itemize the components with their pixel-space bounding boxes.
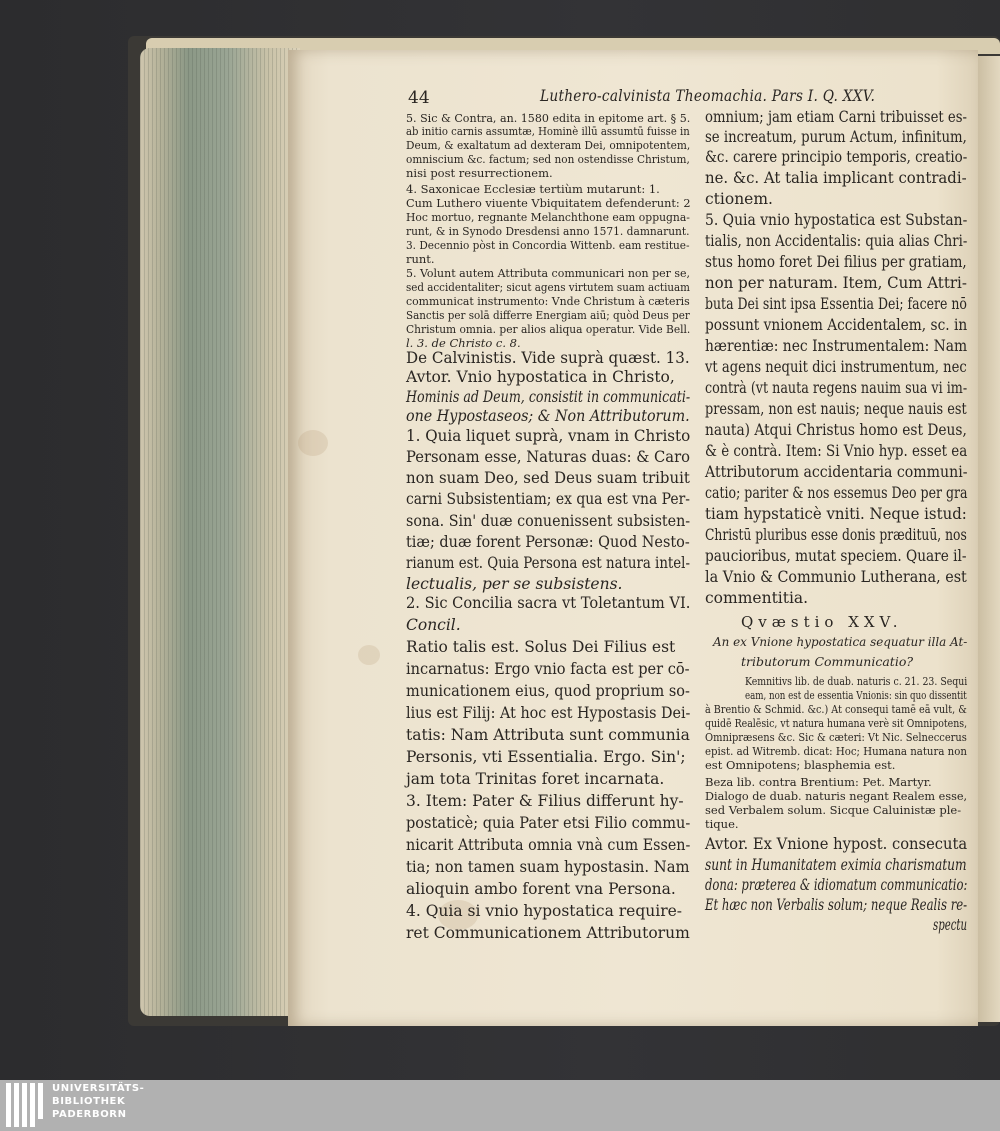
left-column-line: jam tota Trinitas foret incarnata.	[406, 770, 665, 788]
left-column-line: lectualis, per se subsistens.	[406, 575, 623, 593]
right-column-line: dona: præterea & idiomatum communicatio:	[705, 876, 968, 894]
left-column-line: 1. Quia liquet suprà, vnam in Christo	[406, 427, 691, 445]
left-column-line: municationem eius, quod proprium so-	[406, 682, 690, 700]
left-column-line: Concil.	[406, 616, 461, 634]
right-column-line: &c. carere principio temporis, creatio-	[705, 148, 968, 166]
left-column-line: Hominis ad Deum, consistit in communicati-	[406, 388, 691, 406]
right-column-line: commentitia.	[705, 589, 809, 607]
left-column-line: ret Communicationem Attributorum	[406, 924, 690, 942]
right-column-line: ctionem.	[705, 190, 773, 208]
library-footer	[0, 1080, 1000, 1131]
facing-page-edge	[976, 56, 1000, 1022]
running-head: Luthero-calvinista Theomachia. Pars I. Q. XXV.	[540, 86, 876, 105]
library-name-line2: BIBLIOTHEK	[52, 1096, 126, 1107]
right-column-line: à Brentio & Schmid. &c.) At consequi tamē eā vult, &	[705, 702, 967, 716]
paper-stain	[358, 645, 380, 665]
right-column-line: sed Verbalem solum. Sicque Caluinistæ ple-	[705, 803, 962, 817]
left-column-line: nicarit Attributa omnia vnà cum Essen-	[406, 836, 691, 854]
left-column-line: incarnatus: Ergo vnio facta est per cō-	[406, 660, 690, 678]
left-column-line: Ratio talis est. Solus Dei Filius est	[406, 638, 676, 656]
left-column-line: 5. Sic & Contra, an. 1580 edita in epitome art. § 5.	[406, 111, 691, 125]
left-column-line: sed accidentaliter; sicut agens virtutem suam actiuam	[406, 280, 690, 294]
right-column-line: nauta) Atqui Christus homo est Deus,	[705, 421, 967, 439]
right-column-line: Attributorum accidentaria communi-	[705, 463, 968, 481]
right-column-line: se increatum, purum Actum, infinitum,	[705, 128, 967, 146]
left-column-line: sona. Sin' duæ conuenissent subsisten-	[406, 512, 691, 530]
left-column-line: non suam Deo, sed Deus suam tribuit	[406, 469, 690, 487]
right-column-line: ne. &c. At talia implicant contradi-	[705, 169, 967, 187]
left-column-line: runt, & in Synodo Dresdensi anno 1571. damnarunt.	[406, 224, 690, 238]
right-column-line: eam, non est de essentia Vnionis: sin quo dissentit	[745, 688, 967, 702]
right-column-line: tiam hypstaticè vniti. Neque istud:	[705, 505, 967, 523]
right-column-line: Et hæc non Verbalis solum; neque Realis re-	[705, 896, 968, 914]
right-column-line: la Vnio & Communio Lutherana, est	[705, 568, 967, 586]
right-column-line: catio; pariter & nos essemus Deo per gra	[705, 484, 968, 502]
left-column-line: runt.	[406, 252, 435, 266]
right-column-line: tributorum Communicatio?	[741, 654, 914, 669]
left-column-line: lius est Filij: At hoc est Hypostasis Dei-	[406, 704, 691, 722]
left-column-line: 4. Saxonicae Ecclesiæ tertiùm mutarunt: 1.	[406, 182, 660, 196]
left-column-line: 3. Decennio pòst in Concordia Wittenb. eam restitue-	[406, 238, 690, 252]
right-column-line: est Omnipotens; blasphemia est.	[705, 758, 896, 772]
left-column-line: Cum Luthero viuente Vbiquitatem defenderunt: 2	[406, 196, 691, 210]
right-column-line: omnium; jam etiam Carni tribuisset es-	[705, 108, 967, 126]
right-column-line: tialis, non Accidentalis: quia alias Chri-	[705, 232, 968, 250]
library-name-line1: UNIVERSITÄTS-	[52, 1083, 145, 1094]
library-name-line3: PADERBORN	[52, 1109, 127, 1120]
right-column-line: quidē Realēsic, vt natura humana verè sit Omnipotens,	[705, 716, 968, 730]
right-column-line: spectu	[933, 916, 967, 934]
right-column-line: Qvæstio XXV.	[741, 613, 903, 631]
right-column-line: Omnipræsens &c. Sic & cæteri: Vt Nic. Selneccerus	[705, 730, 967, 744]
right-column-line: 5. Quia vnio hypostatica est Substan-	[705, 211, 968, 229]
right-column-line: An ex Vnione hypostatica sequatur illa At-	[713, 634, 968, 649]
left-column-line: Personis, vti Essentialia. Ergo. Sin';	[406, 748, 686, 766]
left-column-line: 5. Volunt autem Attributa communicari non per se,	[406, 266, 691, 280]
left-column-line: alioquin ambo forent vna Persona.	[406, 880, 676, 898]
left-column-line: l. 3. de Christo c. 8.	[406, 336, 521, 350]
left-column-line: tia; non tamen suam hypostasin. Nam	[406, 858, 690, 876]
left-column-line: tatis: Nam Attributa sunt communia	[406, 726, 690, 744]
left-column-line: tiæ; duæ forent Personæ: Quod Nesto-	[406, 533, 690, 551]
page-block-edge	[140, 48, 300, 1016]
left-column-line: Christum omnia. per alios aliqua operatur. Vide Bell.	[406, 322, 691, 336]
page-number: 44	[408, 88, 430, 108]
left-column-line: nisi post resurrectionem.	[406, 166, 553, 180]
left-column-line: De Calvinistis. Vide suprà quæst. 13.	[406, 349, 690, 367]
right-column-line: tique.	[705, 817, 739, 831]
left-column-line: one Hypostaseos; & Non Attributorum.	[406, 407, 690, 425]
right-column-line: non per naturam. Item, Cum Attri-	[705, 274, 967, 292]
left-column-line: ab initio carnis assumtæ, Hominè illū assumtū fuisse in	[406, 124, 690, 138]
left-column-line: 3. Item: Pater & Filius differunt hy-	[406, 792, 684, 810]
right-column-line: Beza lib. contra Brentium: Pet. Martyr.	[705, 775, 932, 789]
right-column-line: buta Dei sint ipsa Essentia Dei; facere nō	[705, 295, 967, 313]
right-column-line: pressam, non est nauis; neque nauis est	[705, 400, 967, 418]
right-column-line: vt agens nequit dici instrumentum, nec	[705, 358, 967, 376]
library-logo-icon	[6, 1083, 46, 1127]
right-column-line: sunt in Humanitatem eximia charismatum	[705, 856, 967, 874]
left-column-line: communicat instrumento: Vnde Christum à cæteris	[406, 294, 690, 308]
left-column-line: postaticè; quia Pater etsi Filio commu-	[406, 814, 691, 832]
right-column-line: Avtor. Ex Vnione hypost. consecuta	[705, 835, 968, 853]
right-column-line: stus homo foret Dei filius per gratiam,	[705, 253, 967, 271]
left-column-line: carni Subsistentiam; ex qua est vna Per-	[406, 490, 690, 508]
left-column-line: omniscium &c. factum; sed non ostendisse Christum,	[406, 152, 690, 166]
left-column-line: Personam esse, Naturas duas: & Caro	[406, 448, 690, 466]
right-column-line: possunt vnionem Accidentalem, sc. in	[705, 316, 968, 334]
left-column-line: 4. Quia si vnio hypostatica require-	[406, 902, 683, 920]
right-column-line: hærentiæ: nec Instrumentalem: Nam	[705, 337, 968, 355]
right-column-line: paucioribus, mutat speciem. Quare il-	[705, 547, 967, 565]
left-column-line: 2. Sic Concilia sacra vt Toletantum VI.	[406, 594, 691, 612]
right-column-line: & è contrà. Item: Si Vnio hyp. esset ea	[705, 442, 968, 460]
right-column-line: Christū pluribus esse donis prædituū, nos	[705, 526, 967, 544]
right-column-line: Kemnitivs lib. de duab. naturis c. 21. 23. Sequi	[745, 674, 968, 688]
left-column-line: Avtor. Vnio hypostatica in Christo,	[406, 368, 675, 386]
right-column-line: contrà (vt nauta regens nauim sua vi im-	[705, 379, 968, 397]
left-column-line: rianum est. Quia Persona est natura intel-	[406, 554, 690, 572]
right-column-line: Dialogo de duab. naturis negant Realem esse,	[705, 789, 968, 803]
right-column-line: epist. ad Witremb. dicat: Hoc; Humana natura non	[705, 744, 967, 758]
left-column-line: Hoc mortuo, regnante Melanchthone eam oppugna-	[406, 210, 690, 224]
paper-stain	[298, 430, 328, 456]
left-column-line: Sanctis per solā differre Energiam aiū; quòd Deus per	[406, 308, 690, 322]
left-column-line: Deum, & exaltatum ad dexteram Dei, omnipotentem,	[406, 138, 691, 152]
